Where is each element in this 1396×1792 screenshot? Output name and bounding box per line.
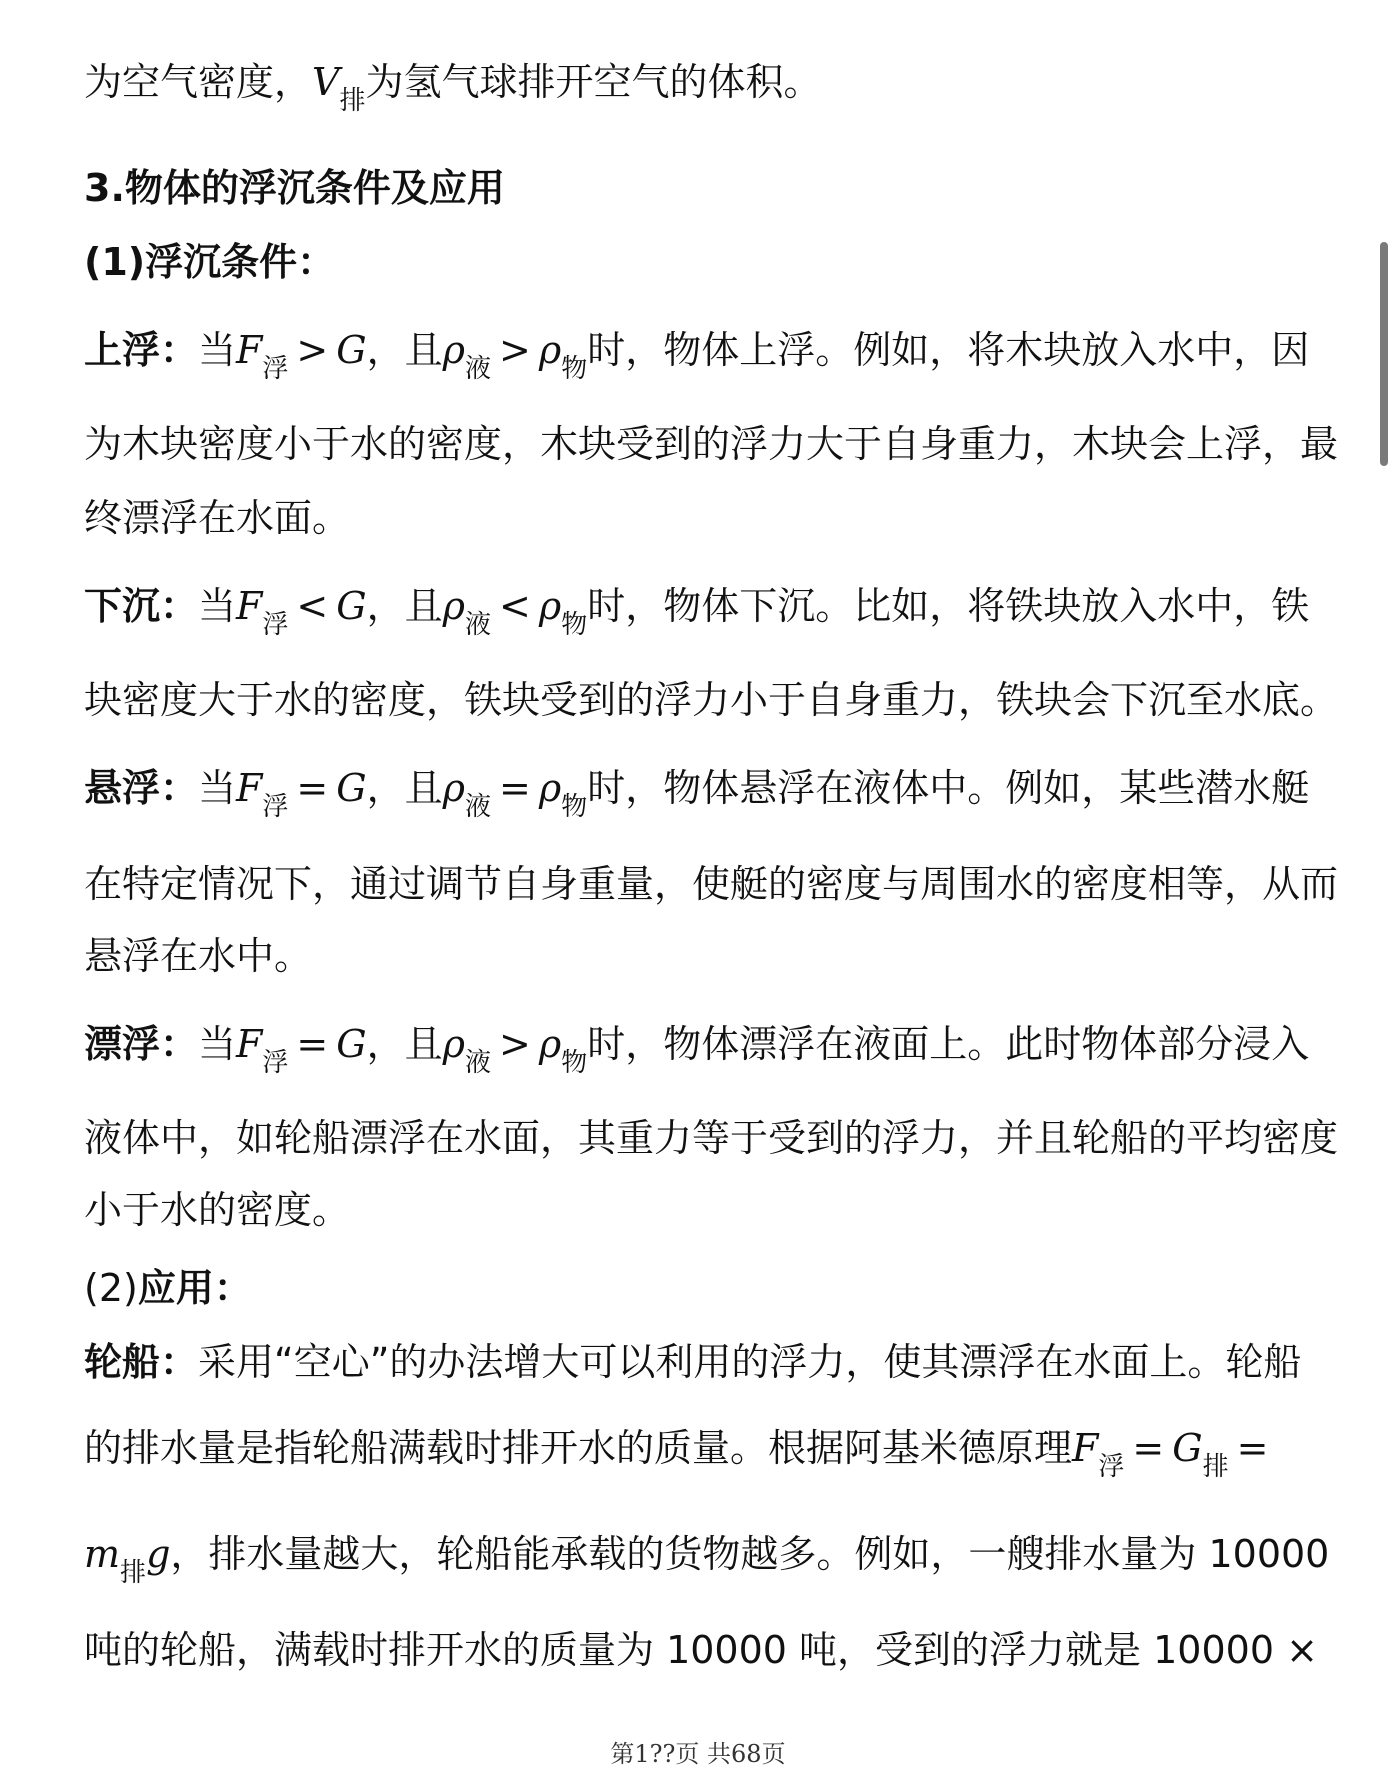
page-footer: 第1??页 共68页 xyxy=(610,1740,786,1768)
floating-line-2: 液体中，如轮船漂浮在水面，其重力等于受到的浮力，并且轮船的平均密度 xyxy=(84,1116,1339,1160)
vertical-scrollbar[interactable] xyxy=(1380,242,1388,466)
float-up-line-1: 上浮：当$F_浮 > G$，且$\rho_液 > \rho_物$时，物体上浮。例如，将木块放入水中，因 xyxy=(84,328,1310,384)
suspend-line-2: 在特定情况下，通过调节自身重量，使艇的密度与周围水的密度相等，从而 xyxy=(84,862,1339,906)
sink-line-2: 块密度大于水的密度，铁块受到的浮力小于自身重力，铁块会下沉至水底。 xyxy=(84,678,1339,722)
floating-line-3: 小于水的密度。 xyxy=(84,1188,351,1232)
sink-line-1: 下沉：当$F_浮 < G$，且$\rho_液 < \rho_物$时，物体下沉。比如，将铁块放入水中，铁 xyxy=(84,584,1310,640)
section-heading: 3.物体的浮沉条件及应用 xyxy=(84,166,505,210)
ship-line-2: 的排水量是指轮船满载时排开水的质量。根据阿基米德原理$F_浮 = G_排$ = xyxy=(84,1426,1269,1482)
ship-line-4: 吨的轮船，满载时排开水的质量为 10000 吨，受到的浮力就是 10000 × xyxy=(84,1628,1318,1672)
subsection-heading-applications: (2)应用： xyxy=(84,1266,252,1310)
float-up-line-3: 终漂浮在水面。 xyxy=(84,496,351,540)
suspend-line-1: 悬浮：当$F_浮 = G$，且$\rho_液 = \rho_物$时，物体悬浮在液体中。例如，某些潜水艇 xyxy=(84,766,1310,822)
suspend-line-3: 悬浮在水中。 xyxy=(84,934,313,978)
ship-line-1: 轮船：采用“空心”的办法增大可以利用的浮力，使其漂浮在水面上。轮船 xyxy=(84,1340,1302,1384)
ship-line-3: $m_排g$，排水量越大，轮船能承载的货物越多。例如，一艘排水量为 10000 xyxy=(84,1532,1330,1588)
float-up-line-2: 为木块密度小于水的密度，木块受到的浮力大于自身重力，木块会上浮，最 xyxy=(84,422,1339,466)
text-line-1: 为空气密度，$V_排$为氢气球排开空气的体积。 xyxy=(84,60,822,116)
floating-line-1: 漂浮：当$F_浮 = G$，且$\rho_液 > \rho_物$时，物体漂浮在液面上。此时物体部分浸入 xyxy=(84,1022,1310,1078)
subsection-heading-conditions: (1)浮沉条件： xyxy=(84,240,336,284)
